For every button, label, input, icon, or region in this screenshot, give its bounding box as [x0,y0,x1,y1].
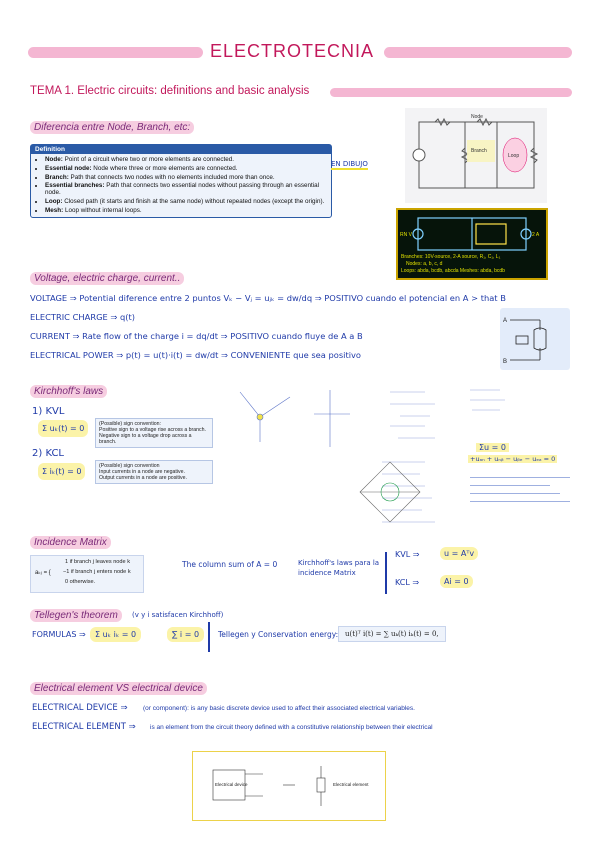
section-diferencia: Diferencia entre Node, Branch, etc: [30,121,194,134]
definition-item: • Mesh: Loop without internal loops. [45,207,331,214]
kvl-label: 1) KVL [32,406,65,417]
voltage-line: VOLTAGE ⇒ Potential diference entre 2 puntos Vₖ − Vⱼ = uⱼₖ = dw/dq ⇒ POSITIVO cuando el potencial en A > that B [30,293,506,303]
section-tellegen: Tellegen's theorem [30,609,122,622]
kcl-convention [95,460,213,484]
en-dibujo-label: EN DIBUJO [331,160,368,168]
tellegen-eq-1: Σ uₖ iₖ = 0 [90,627,141,642]
title-bar-left [28,47,203,58]
loop-label: Loop [508,153,520,159]
circuit-diagram [405,108,547,203]
device-label: ELECTRICAL DEVICE ⇒ [32,703,128,713]
kirchhoff-zu: Σu = 0 [476,443,509,452]
kirchhoff-loop-eq: +uₐₙ + uₙᵦ − uᵦₑ − uₑₐ = 0 [470,455,556,463]
device-element-figure [192,751,386,821]
element-label: ELECTRICAL ELEMENT ⇒ [32,722,136,732]
definition-box [30,144,332,218]
kvl-incidence-eq: u = Aᵀv [440,547,478,560]
title-bar-right [384,47,572,58]
device-element-drawing [193,752,385,820]
tellegen-bracket [208,622,210,652]
nodes-text: Nodes: a, b, c, d [406,261,443,267]
kcl-conv-2: Output currents in a node are positive. [99,475,187,481]
kcl-label: 2) KCL [32,448,65,459]
kvl-conv-1: Positive sign to a voltage rise across a branch. [99,427,206,433]
tellegen-conservation: Tellegen y Conservation energy: [218,630,339,639]
svg-text:A: A [503,318,508,324]
page-title: ELECTROTECNIA [210,41,375,61]
definition-item: • Node: Point of a circuit where two or more elements are connected. [45,156,331,163]
kvl-convention [95,418,213,448]
element-text: is an element from the circuit theory defined with a constitutive relationship between their electrical [150,724,433,731]
incidence-definition [30,555,144,593]
rnv-label: RN V [400,232,412,238]
kcl-conv-title: (Possible) sign convention [99,463,160,469]
current-line: CURRENT ⇒ Rate flow of the charge i = dq/dt ⇒ POSITIVO cuando fluye de A a B [30,331,363,341]
kirchhoff-for-incidence: Kirchhoff's laws para la incidence Matrix [298,559,380,577]
definition-item: • Branch: Path that connects two nodes with no elements included more than once. [45,174,331,181]
kcl-formula: Σ iₖ(t) = 0 [38,463,85,480]
kirchhoff-notes [470,470,570,509]
tellegen-eq-3: u(t)ᵀ i(t) = ∑ uₖ(t) iₖ(t) = 0, [338,626,446,642]
loops-text: Loops: abda, bcdb, abcda Meshes: abda, bcdb [401,268,505,274]
tellegen-formulas-label: FORMULAS ⇒ [32,630,86,639]
definition-item: • Loop: Closed path (it starts and finish at the same node) without repeated nodes (except the origin). [45,198,331,205]
tema-bar [330,88,572,97]
element-symbol [500,308,570,370]
fig-device-label: Electrical device [215,782,248,787]
kcl-incidence-label: KCL ⇒ [395,578,420,587]
branch-label: Branch [471,148,487,154]
power-line: ELECTRICAL POWER ⇒ p(t) = u(t)·i(t) = dw/dt ⇒ CONVENIENTE que sea positivo [30,350,362,360]
definition-item: • Essential branches: Path that connects two essential nodes without passing through an essential node. [45,182,331,196]
tema-heading: TEMA 1. Electric circuits: definitions and basic analysis [30,85,310,97]
section-incidence: Incidence Matrix [30,536,111,549]
column-sum: The column sum of A = 0 [182,560,278,569]
svg-text:B: B [503,359,508,365]
kcl-incidence-eq: Ai = 0 [440,575,473,588]
kvl-formula: Σ uₖ(t) = 0 [38,420,88,437]
device-text: (or component): is any basic discrete device used to affect their associated electrical variables. [143,705,415,712]
kcl-conv-1: Input currents in a node are negative. [99,469,185,475]
incidence-row-2: −1 if branch j enters node k [63,569,131,575]
branches-text: Branches: 10V-source, 2-A source, R₁, C₁, L₁ [401,254,501,260]
definition-list [37,156,331,214]
section-voltage: Voltage, electric charge, current.. [30,272,184,285]
two-a-label: 2 A [532,232,540,238]
definition-header: Definition [31,145,331,154]
circuit-photo-drawing [398,210,546,256]
circuit-photo-panel [396,208,548,280]
incidence-row-1: 1 if branch j leaves node k [65,559,130,565]
incidence-row-3: 0 otherwise. [65,579,96,585]
kvl-incidence-label: KVL ⇒ [395,550,420,559]
charge-line: ELECTRIC CHARGE ⇒ q(t) [30,312,135,322]
fig-element-label: Electrical element [333,782,369,787]
tellegen-eq-2: ∑ i = 0 [167,627,204,642]
tellegen-note: (v y i satisfacen Kirchhoff) [132,611,224,619]
section-kirchhoff: Kirchhoff's laws [30,385,107,398]
kvl-conv-2: Negative sign to a voltage drop across a branch. [99,433,192,445]
definition-item: • Essential node: Node where three or more elements are connected. [45,165,331,172]
akj-label: aₖⱼ = { [35,570,51,576]
kvl-conv-title: (Possible) sign convention: [99,421,161,427]
bracket-line [385,552,387,594]
section-element: Electrical element VS electrical device [30,682,207,695]
node-label: Node [471,114,483,120]
